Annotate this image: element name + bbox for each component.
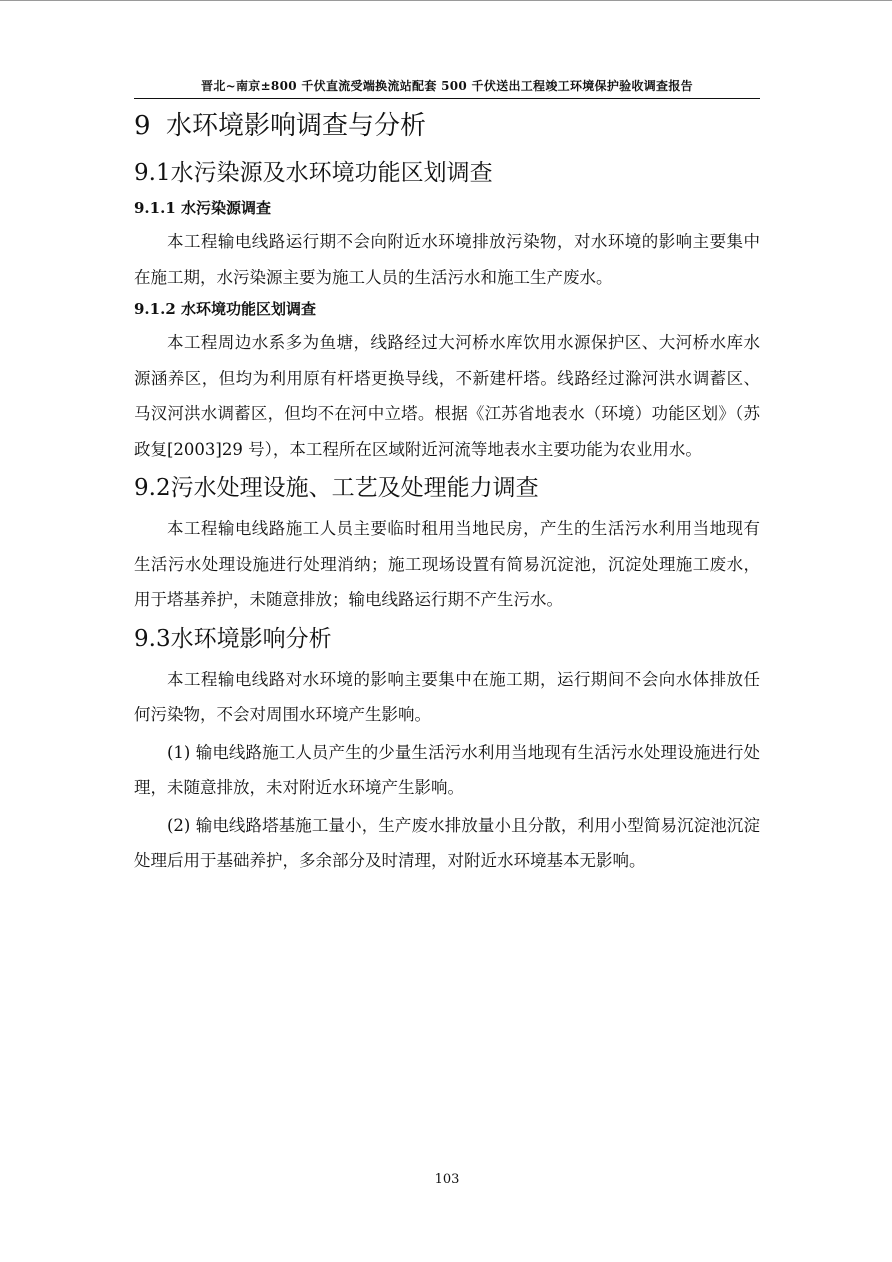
paragraph-9-1-1: 本工程输电线路运行期不会向附近水环境排放污染物，对水环境的影响主要集中在施工期，水污染源主要为施工人员的生活污水和施工生产废水。 — [134, 232, 760, 287]
subsection-heading-9-1-2: 9.1.2 水环境功能区划调查 — [134, 300, 316, 318]
chapter-heading — [134, 108, 760, 144]
running-header: 晋北~南京±800 千伏直流受端换流站配套 500 千伏送出工程竣工环境保护验收调查报告 — [201, 79, 693, 93]
paragraph-9-2: 本工程输电线路施工人员主要临时租用当地民房，产生的生活污水利用当地现有生活污水处理设施进行处理消纳；施工现场设置有简易沉淀池，沉淀处理施工废水，用于塔基养护，未随意排放；输电线路运行期不产生污水。 — [134, 519, 760, 609]
section-heading-9-2: 9.2污水处理设施、工艺及处理能力调查 — [134, 475, 539, 501]
top-border-line — [0, 0, 892, 1]
paragraph-9-3-item-2: (2) 输电线路塔基施工量小，生产废水排放量小且分散，利用小型简易沉淀池沉淀处理后用于基础养护，多余部分及时清理，对附近水环境基本无影响。 — [134, 815, 760, 870]
section-heading-9-1: 9.1水污染源及水环境功能区划调查 — [134, 160, 493, 186]
chapter-title: 水环境影响调查与分析 — [166, 111, 427, 141]
page-number: 103 — [434, 1172, 460, 1187]
subsection-heading-9-1-1: 9.1.1 水污染源调查 — [134, 199, 271, 217]
paragraph-9-1-2: 本工程周边水系多为鱼塘，线路经过大河桥水库饮用水源保护区、大河桥水库水源涵养区，但均为利用原有杆塔更换导线，不新建杆塔。线路经过滁河洪水调蓄区、马汊河洪水调蓄区，但均不在河中立塔。根据《江苏省地表水（环境）功能区划》（苏政复[2003]29 号），本工程所在区域附近河流等地表水主要功能为农业用水。 — [134, 333, 760, 459]
paragraph-9-3-item-1: (1) 输电线路施工人员产生的少量生活污水利用当地现有生活污水处理设施进行处理，未随意排放，未对附近水环境产生影响。 — [134, 742, 760, 797]
section-heading-9-3: 9.3水环境影响分析 — [134, 625, 332, 652]
paragraph-9-3-intro: 本工程输电线路对水环境的影响主要集中在施工期，运行期间不会向水体排放任何污染物，不会对周围水环境产生影响。 — [134, 669, 760, 724]
chapter-number: 9 — [134, 111, 151, 141]
header-rule — [134, 98, 760, 99]
page-content — [134, 108, 760, 881]
